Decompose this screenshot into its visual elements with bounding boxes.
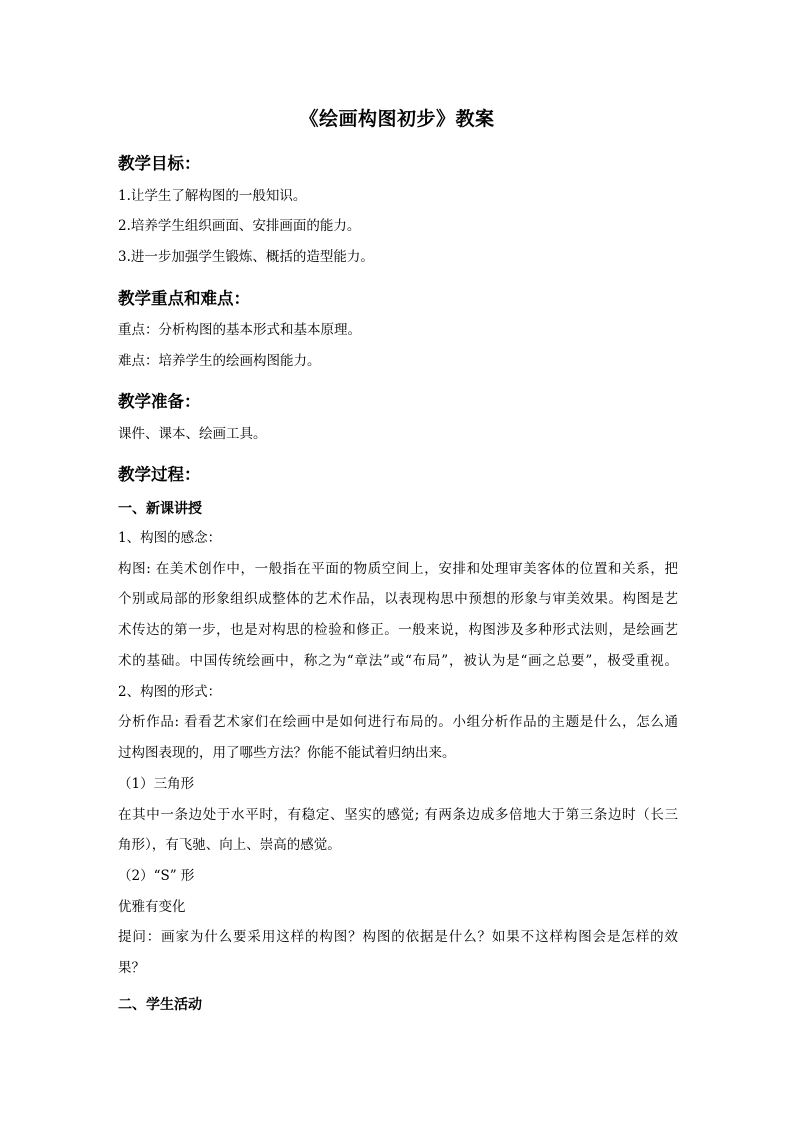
- triangle-line-1: 在其中一条边处于水平时，有稳定、坚实的感觉; 有两条边成多倍地大于第三条边时（长三: [118, 807, 678, 823]
- keypoints-difficulty: 难点：培养学生的绘画构图能力。: [118, 353, 321, 369]
- goal-item-3: 3.进一步加强学生锻炼、概括的造型能力。: [118, 249, 374, 265]
- preparation-text: 课件、课本、绘画工具。: [118, 426, 267, 442]
- concept-label: 1、构图的感念：: [118, 530, 222, 546]
- goals-heading: 教学目标：: [118, 154, 201, 173]
- section2-heading: 二、学生活动: [118, 997, 202, 1013]
- keypoints-focus: 重点：分析构图的基本形式和基本原理。: [118, 322, 361, 338]
- process-heading: 教学过程：: [118, 465, 201, 484]
- goal-item-2: 2.培养学生组织画面、安排画面的能力。: [118, 218, 361, 234]
- concept-line-2: 个别或局部的形象组织成整体的艺术作品，以表现构思中预想的形象与审美效果。构图是艺: [118, 591, 678, 607]
- goal-item-1: 1.让学生了解构图的一般知识。: [118, 188, 307, 204]
- analysis-line-2: 过构图表现的，用了哪些方法？你能不能试着归纳出来。: [118, 745, 456, 761]
- concept-line-4: 术的基础。中国传统绘画中，称之为“章法”或“布局”，被认为是“画之总要”，极受重视。: [118, 653, 678, 669]
- triangle-line-2: 角形），有飞驰、向上、崇高的感觉。: [118, 837, 341, 853]
- concept-line-1: 构图: 在美术创作中，一般指在平面的物质空间上，安排和处理审美客体的位置和关系，把: [118, 561, 678, 577]
- section1-heading: 一、新课讲授: [118, 501, 202, 517]
- question-line-1: 提问：画家为什么要采用这样的构图？构图的依据是什么？如果不这样构图会是怎样的效: [118, 929, 678, 945]
- s-shape-label: （2）“S” 形: [118, 868, 195, 884]
- keypoints-heading: 教学重点和难点：: [118, 289, 250, 308]
- s-shape-text: 优雅有变化: [118, 899, 186, 915]
- question-line-2: 果？: [118, 960, 145, 976]
- triangle-label: （1）三角形: [118, 776, 195, 792]
- preparation-heading: 教学准备：: [118, 392, 201, 411]
- form-label: 2、构图的形式：: [118, 684, 222, 700]
- document-title: 《绘画构图初步》教案: [299, 108, 495, 130]
- analysis-line-1: 分析作品: 看看艺术家们在绘画中是如何进行布局的。小组分析作品的主题是什么，怎么通: [118, 714, 678, 730]
- concept-line-3: 术传达的第一步，也是对构思的检验和修正。一般来说，构图涉及多种形式法则，是绘画艺: [118, 622, 678, 638]
